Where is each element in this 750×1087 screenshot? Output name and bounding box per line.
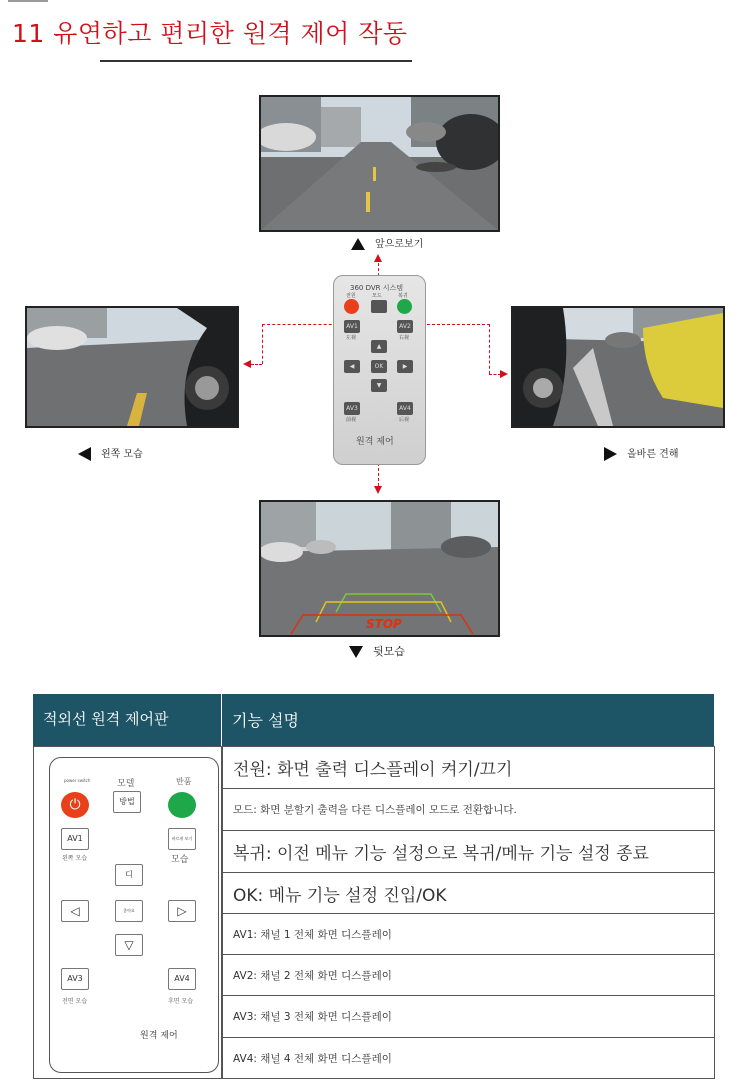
up-triangle-icon bbox=[351, 238, 365, 250]
av4-button[interactable]: AV4 bbox=[168, 968, 196, 990]
right-button[interactable]: ▶ bbox=[397, 360, 413, 373]
left-view-caption bbox=[78, 445, 143, 461]
right-view-photo bbox=[511, 306, 725, 428]
av1-sub-label: 左视 bbox=[346, 335, 357, 341]
table-row-av1: AV1: 채널 1 전체 화면 디스플레이 bbox=[222, 914, 715, 955]
arrow-down-head bbox=[374, 486, 382, 494]
down-button[interactable]: ▽ bbox=[115, 934, 143, 956]
table-row-return: 복귀: 이전 메뉴 기능 설정으로 복귀/메뉴 기능 설정 종료 bbox=[222, 831, 715, 873]
table-row-av2: AV2: 채널 2 전체 화면 디스플레이 bbox=[222, 955, 715, 996]
av2-sub-label: 모습 bbox=[171, 855, 189, 865]
av4-button[interactable]: AV4 bbox=[397, 402, 413, 415]
return-label: 복귀 bbox=[398, 293, 408, 299]
front-view-caption bbox=[351, 235, 423, 250]
return-top-label: 반품 bbox=[176, 777, 192, 786]
power-label: 전원 bbox=[346, 293, 356, 299]
av3-button[interactable]: AV3 bbox=[344, 402, 360, 415]
left-view-photo bbox=[25, 306, 239, 428]
table-row-mode: 모드: 화면 분할기 출력을 다른 디스플레이 모드로 전환합니다. bbox=[222, 789, 715, 831]
ok-button[interactable]: OK bbox=[371, 360, 387, 373]
av2-button[interactable] bbox=[168, 828, 196, 850]
arrow-left-tail bbox=[251, 364, 262, 365]
table-header-remote: 적외선 원격 제어판 bbox=[33, 694, 222, 746]
arrow-left-line bbox=[262, 324, 342, 325]
remote-control-illustration bbox=[333, 275, 426, 465]
return-button[interactable] bbox=[168, 792, 196, 818]
stop-label: STOP bbox=[366, 617, 402, 631]
ok-small-label: 좋아요 bbox=[123, 908, 135, 913]
arrow-up-head bbox=[374, 254, 382, 262]
av3-sub-label: 前视 bbox=[346, 417, 357, 423]
av2-sub-label: 右视 bbox=[399, 335, 410, 341]
ok-button[interactable] bbox=[115, 900, 143, 922]
remote-diagram bbox=[49, 757, 219, 1073]
rear-view-label: 뒷모습 bbox=[373, 645, 405, 658]
right-triangle-icon bbox=[604, 447, 617, 461]
av1-sub-label: 왼쪽 모습 bbox=[62, 855, 88, 862]
return-button[interactable] bbox=[397, 299, 412, 314]
arrow-right-drop bbox=[489, 324, 490, 374]
power-button[interactable]: ⏻ bbox=[61, 792, 89, 818]
front-view-photo bbox=[259, 95, 500, 232]
right-view-label: 올바른 견해 bbox=[627, 449, 679, 460]
table-header-function: 기능 설명 bbox=[222, 694, 715, 746]
arrow-right-head bbox=[500, 370, 508, 378]
av3-button[interactable]: AV3 bbox=[61, 968, 89, 990]
front-view-label: 앞으로보기 bbox=[375, 239, 424, 250]
left-view-label: 왼쪽 모습 bbox=[101, 449, 143, 460]
page-title: 11 유연하고 편리한 원격 제어 작동 bbox=[12, 19, 408, 48]
av3-sub-label: 전면 모습 bbox=[62, 998, 88, 1005]
table-row-ok: OK: 메뉴 기능 설정 진입/OK bbox=[222, 873, 715, 914]
arrow-left-drop bbox=[262, 324, 263, 364]
down-button[interactable]: ▼ bbox=[371, 379, 387, 392]
av4-sub-label: 후면 모습 bbox=[168, 998, 194, 1005]
rear-view-caption bbox=[349, 643, 405, 659]
power-tiny-label: power switch bbox=[64, 778, 91, 783]
left-triangle-icon bbox=[78, 447, 91, 461]
mode-top-label: 모델 bbox=[117, 779, 135, 789]
right-button[interactable]: ▷ bbox=[168, 900, 196, 922]
av4-sub-label: 后视 bbox=[399, 417, 410, 423]
av1-button[interactable]: AV1 bbox=[61, 828, 89, 850]
up-button[interactable]: ▲ bbox=[371, 340, 387, 353]
av1-button[interactable]: AV1 bbox=[344, 320, 360, 333]
table-row-av3: AV3: 채널 3 전체 화면 디스플레이 bbox=[222, 996, 715, 1038]
mode-button[interactable] bbox=[371, 300, 387, 313]
down-triangle-icon bbox=[349, 646, 363, 658]
power-button[interactable] bbox=[344, 299, 359, 314]
left-button[interactable]: ◀ bbox=[344, 360, 360, 373]
top-divider-mark bbox=[8, 0, 48, 2]
mode-label: 모드 bbox=[372, 293, 382, 299]
av2-button[interactable]: AV2 bbox=[397, 320, 413, 333]
remote-header: 360 DVR 시스템 bbox=[350, 284, 404, 292]
rear-view-photo bbox=[259, 500, 500, 637]
av2-small-label: 바르게 보기 bbox=[171, 836, 193, 841]
table-row-power: 전원: 화면 출력 디스플레이 켜기/끄기 bbox=[222, 746, 715, 789]
remote-footer: 원격 제어 bbox=[356, 437, 394, 447]
mode-button[interactable]: 방법 bbox=[113, 791, 141, 813]
remote-footer: 원격 제어 bbox=[140, 1031, 178, 1041]
left-button[interactable]: ◁ bbox=[61, 900, 89, 922]
table-row-av4: AV4: 채널 4 전체 화면 디스플레이 bbox=[222, 1038, 715, 1079]
right-view-caption bbox=[604, 445, 678, 461]
arrow-left-head bbox=[243, 360, 251, 368]
title-underline bbox=[100, 60, 412, 62]
up-button[interactable]: 디 bbox=[115, 864, 143, 886]
